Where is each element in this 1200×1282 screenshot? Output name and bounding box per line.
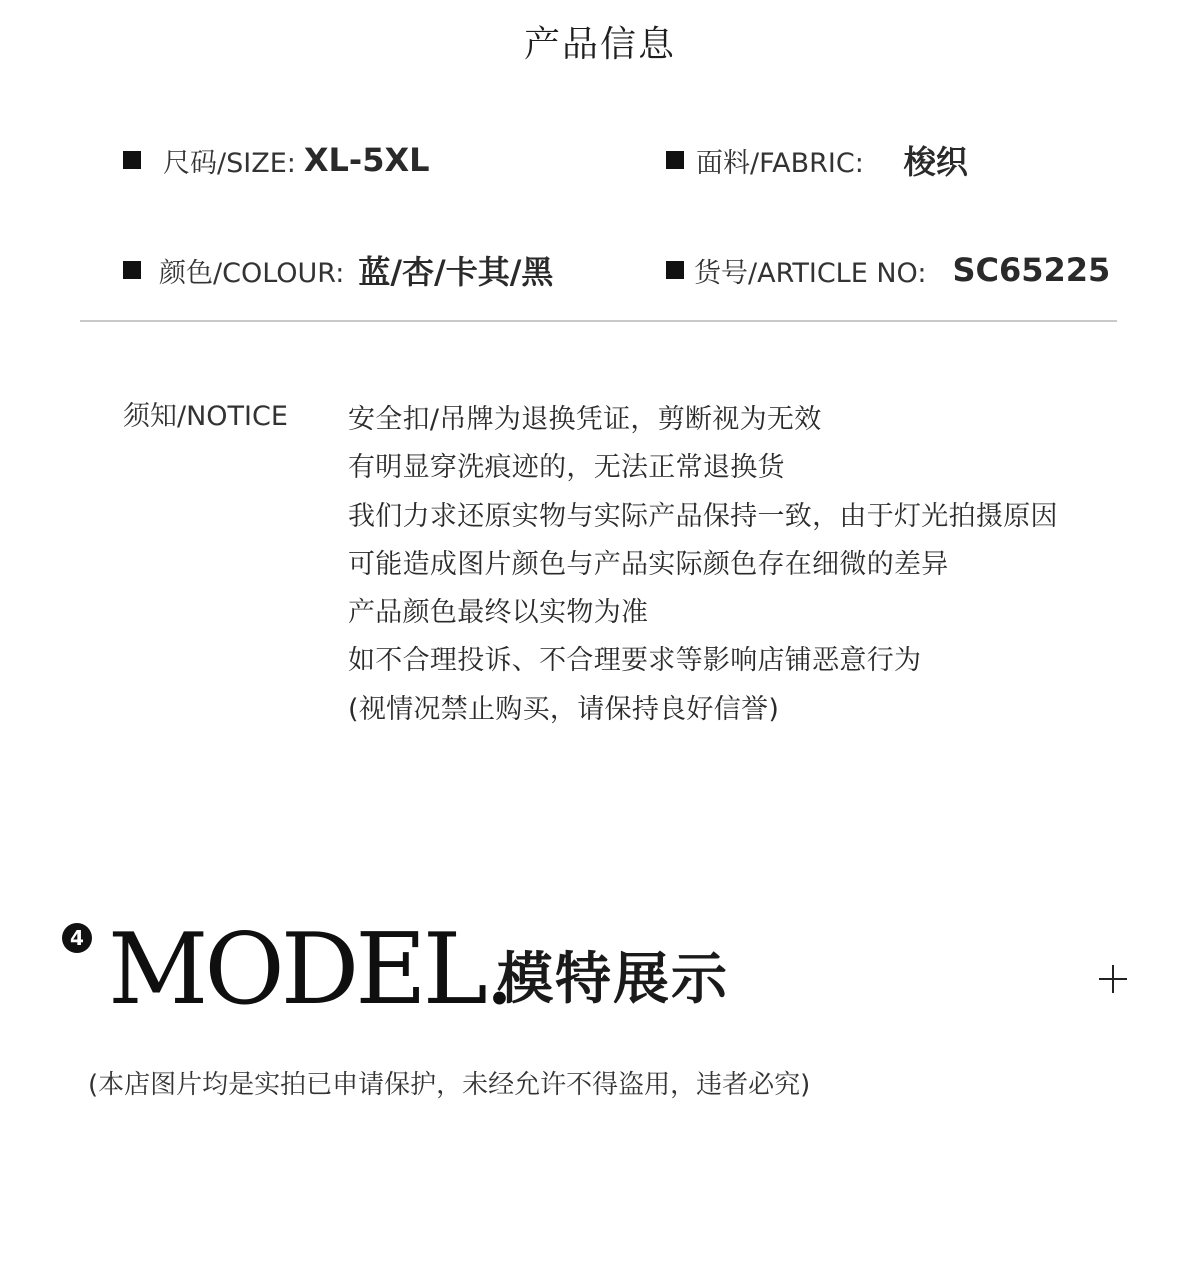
plus-icon[interactable] [1099,965,1127,993]
notice-label: 须知/NOTICE [123,401,288,432]
notice-line: 我们力求还原实物与实际产品保持一致，由于灯光拍摄原因 [348,500,1058,532]
spec-article-label: 货号/ARTICLE NO: [694,257,927,289]
divider [80,320,1117,322]
spec-colour [123,250,553,290]
bullet-square-icon [666,261,684,279]
spec-size [123,140,430,180]
notice-line: 有明显穿洗痕迹的，无法正常退换货 [348,452,785,484]
spec-fabric-value: 梭织 [903,143,968,181]
notice-line: 如不合理投诉、不合理要求等影响店铺恶意行为 [348,645,922,677]
spec-size-value: XL-5XL [303,141,430,179]
bullet-square-icon [123,261,141,279]
copyright-notice: (本店图片均是实拍已申请保护，未经允许不得盗用，违者必究) [88,1070,811,1100]
bullet-square-icon [123,151,141,169]
bullet-square-icon [666,151,684,169]
notice-list [348,396,1058,734]
notice-line: 可能造成图片颜色与产品实际颜色存在细微的差异 [348,548,949,580]
step-number-badge: 4 [62,923,92,953]
spec-size-label: 尺码/SIZE: [163,147,296,179]
model-heading: MODEL. [108,913,512,1027]
section-title: 产品信息 [523,24,676,65]
spec-fabric-label: 面料/FABRIC: [696,147,864,179]
spec-article [666,250,1110,290]
model-subheading: 模特展示 [497,947,729,1012]
spec-colour-label: 颜色/COLOUR: [159,257,345,289]
notice-line: (视情况禁止购买，请保持良好信誉) [348,693,780,725]
notice-line: 产品颜色最终以实物为准 [348,597,649,629]
spec-article-value: SC65225 [952,251,1111,289]
spec-colour-value: 蓝/杏/卡其/黑 [358,253,554,291]
notice-line: 安全扣/吊牌为退换凭证，剪断视为无效 [348,404,822,435]
spec-fabric [666,140,968,180]
